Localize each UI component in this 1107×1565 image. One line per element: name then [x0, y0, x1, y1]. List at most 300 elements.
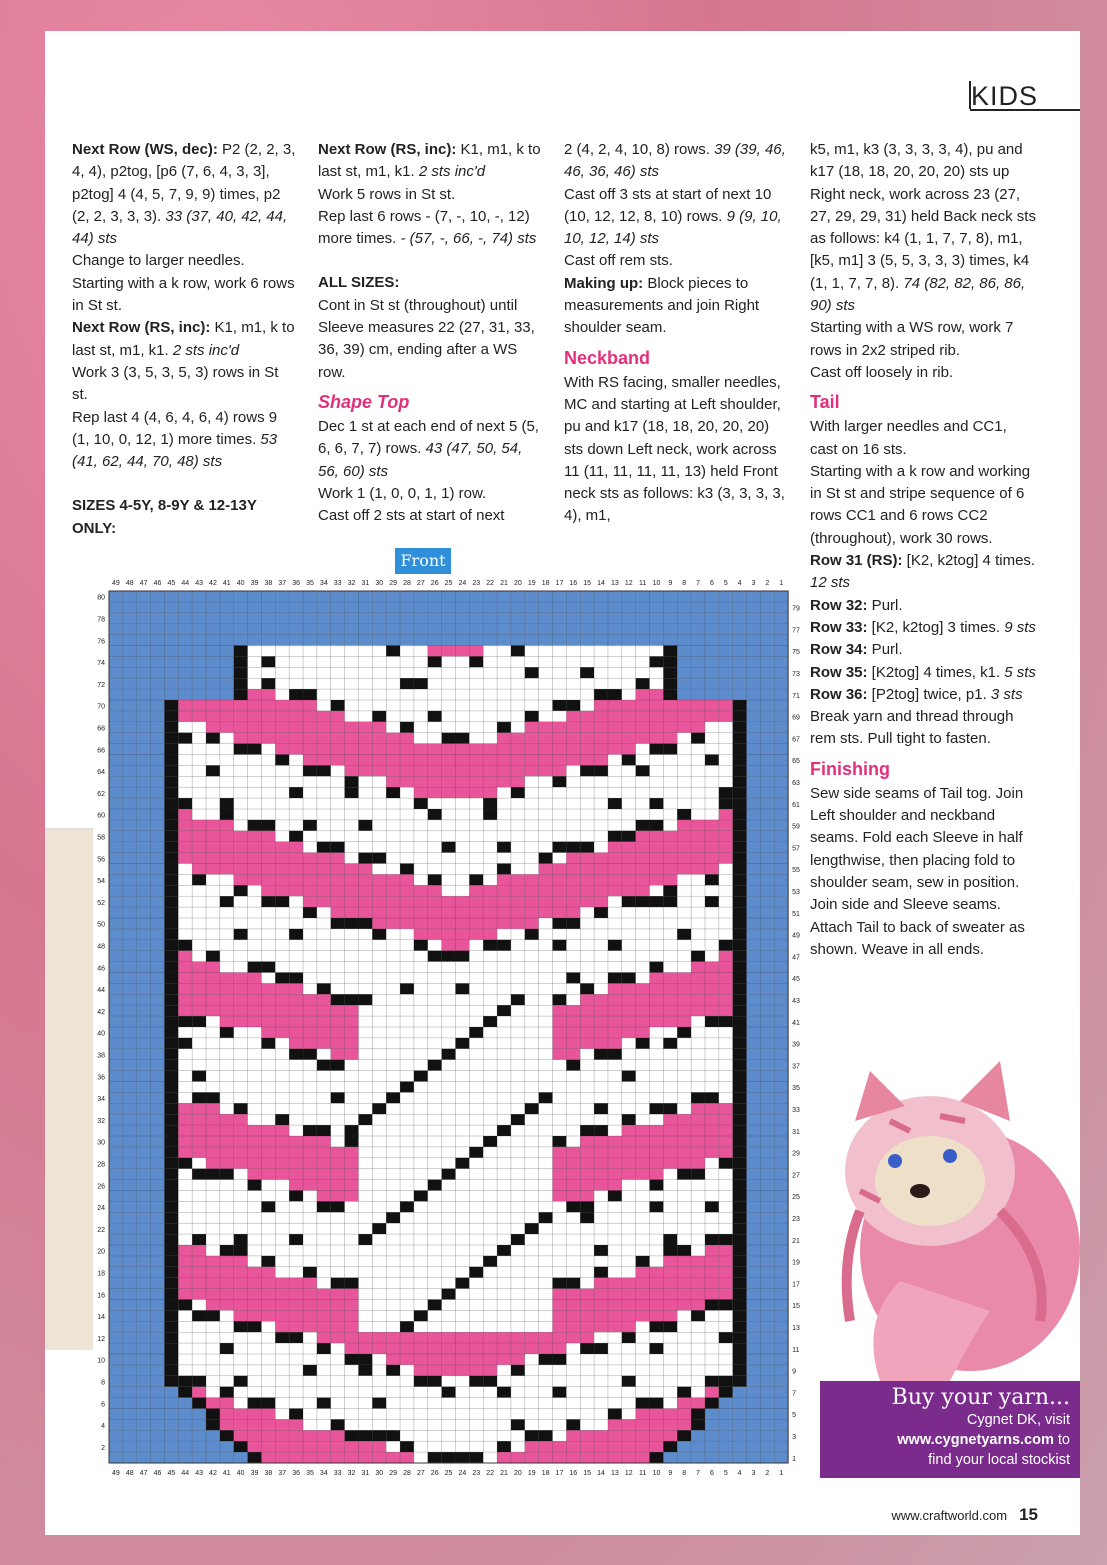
chart-cell	[206, 842, 220, 853]
chart-cell	[497, 787, 511, 798]
chart-cell	[622, 864, 636, 875]
chart-cell	[677, 1256, 691, 1267]
chart-cell	[719, 602, 733, 613]
chart-cell	[220, 1180, 234, 1191]
chart-cell	[733, 1005, 747, 1016]
chart-cell	[331, 1354, 345, 1365]
chart-cell	[414, 951, 428, 962]
chart-cell	[733, 656, 747, 667]
chart-cell	[414, 1245, 428, 1256]
chart-cell	[553, 1049, 567, 1060]
chart-cell	[719, 635, 733, 646]
chart-cell	[137, 776, 151, 787]
chart-cell	[151, 1430, 165, 1441]
chart-cell	[400, 635, 414, 646]
chart-cell	[469, 1103, 483, 1114]
chart-cell	[580, 929, 594, 940]
chart-cell	[151, 635, 165, 646]
chart-cell	[275, 678, 289, 689]
chart-cell	[497, 1016, 511, 1027]
chart-cell	[109, 1343, 123, 1354]
chart-cell	[553, 1016, 567, 1027]
chart-cell	[123, 994, 137, 1005]
chart-cell	[511, 689, 525, 700]
chart-cell	[317, 1114, 331, 1125]
chart-cell	[636, 1092, 650, 1103]
chart-cell	[608, 613, 622, 624]
chart-cell	[317, 1016, 331, 1027]
chart-cell	[137, 646, 151, 657]
chart-cell	[414, 1234, 428, 1245]
chart-cell	[580, 591, 594, 602]
chart-cell	[566, 602, 580, 613]
row-label-right: 5	[792, 1412, 797, 1420]
chart-cell	[220, 951, 234, 962]
chart-cell	[358, 874, 372, 885]
chart-cell	[525, 853, 539, 864]
chart-cell	[677, 951, 691, 962]
chart-cell	[372, 1125, 386, 1136]
chart-cell	[774, 1332, 788, 1343]
chart-cell	[275, 1191, 289, 1202]
chart-cell	[303, 776, 317, 787]
chart-cell	[719, 1409, 733, 1420]
chart-cell	[636, 646, 650, 657]
chart-cell	[303, 1071, 317, 1082]
chart-cell	[719, 787, 733, 798]
chart-cell	[622, 624, 636, 635]
chart-cell	[566, 1278, 580, 1289]
chart-cell	[650, 918, 664, 929]
chart-cell	[261, 1452, 275, 1463]
chart-cell	[151, 755, 165, 766]
chart-cell	[733, 929, 747, 940]
chart-cell	[774, 1365, 788, 1376]
chart-cell	[774, 1038, 788, 1049]
chart-cell	[289, 1038, 303, 1049]
chart-cell	[289, 1016, 303, 1027]
chart-cell	[733, 809, 747, 820]
chart-cell	[497, 656, 511, 667]
chart-cell	[456, 1223, 470, 1234]
chart-cell	[691, 831, 705, 842]
chart-cell	[206, 951, 220, 962]
stitch-count: 53 (41, 62, 44, 70, 48) sts	[72, 430, 278, 471]
chart-cell	[747, 1245, 761, 1256]
chart-cell	[580, 1321, 594, 1332]
chart-cell	[345, 689, 359, 700]
chart-cell	[137, 733, 151, 744]
chart-cell	[636, 962, 650, 973]
chart-cell	[566, 907, 580, 918]
chart-cell	[248, 1092, 262, 1103]
chart-cell	[511, 776, 525, 787]
chart-cell	[178, 853, 192, 864]
chart-cell	[511, 809, 525, 820]
chart-cell	[594, 820, 608, 831]
chart-cell	[220, 1278, 234, 1289]
chart-cell	[483, 951, 497, 962]
chart-cell	[691, 755, 705, 766]
chart-cell	[123, 1387, 137, 1398]
column-label-top: 12	[624, 580, 633, 587]
chart-cell	[525, 613, 539, 624]
chart-cell	[345, 1278, 359, 1289]
chart-cell	[483, 1103, 497, 1114]
chart-cell	[345, 896, 359, 907]
chart-cell	[594, 874, 608, 885]
chart-cell	[248, 864, 262, 875]
chart-cell	[760, 1430, 774, 1441]
chart-cell	[164, 1223, 178, 1234]
chart-cell	[469, 776, 483, 787]
chart-cell	[760, 951, 774, 962]
chart-cell	[691, 1136, 705, 1147]
chart-cell	[553, 1114, 567, 1125]
chart-cell	[303, 755, 317, 766]
chart-cell	[456, 1354, 470, 1365]
chart-cell	[275, 885, 289, 896]
body-text: Rep last 6 rows - (7, -, 10, -, 12) more times.	[318, 207, 530, 248]
chart-cell	[442, 1256, 456, 1267]
chart-cell	[372, 1398, 386, 1409]
chart-cell	[331, 864, 345, 875]
chart-cell	[719, 1256, 733, 1267]
chart-cell	[733, 918, 747, 929]
chart-cell	[428, 1409, 442, 1420]
chart-cell	[331, 722, 345, 733]
chart-cell	[275, 820, 289, 831]
chart-cell	[511, 700, 525, 711]
chart-cell	[345, 853, 359, 864]
column-label-bottom: 39	[250, 1470, 259, 1477]
chart-cell	[261, 1387, 275, 1398]
chart-cell	[275, 1136, 289, 1147]
chart-cell	[192, 820, 206, 831]
chart-cell	[248, 1234, 262, 1245]
chart-cell	[386, 798, 400, 809]
chart-cell	[650, 962, 664, 973]
chart-cell	[164, 602, 178, 613]
chart-cell	[303, 700, 317, 711]
chart-cell	[525, 994, 539, 1005]
chart-cell	[220, 1300, 234, 1311]
chart-cell	[442, 853, 456, 864]
chart-cell	[760, 711, 774, 722]
chart-cell	[511, 722, 525, 733]
chart-cell	[497, 798, 511, 809]
chart-cell	[511, 733, 525, 744]
chart-cell	[123, 1191, 137, 1202]
chart-cell	[566, 1354, 580, 1365]
chart-cell	[414, 1103, 428, 1114]
chart-cell	[428, 1103, 442, 1114]
chart-cell	[747, 1419, 761, 1430]
footer-site[interactable]: www.craftworld.com	[891, 1508, 1008, 1523]
chart-cell	[331, 1376, 345, 1387]
chart-cell	[109, 983, 123, 994]
chart-cell	[691, 907, 705, 918]
chart-cell	[428, 983, 442, 994]
chart-cell	[663, 962, 677, 973]
chart-cell	[248, 907, 262, 918]
chart-cell	[719, 624, 733, 635]
chart-cell	[261, 776, 275, 787]
chart-cell	[483, 973, 497, 984]
chart-cell	[497, 1082, 511, 1093]
chart-cell	[483, 1158, 497, 1169]
chart-cell	[109, 1267, 123, 1278]
chart-cell	[483, 1147, 497, 1158]
chart-cell	[774, 1191, 788, 1202]
chart-cell	[234, 1092, 248, 1103]
chart-cell	[192, 1376, 206, 1387]
chart-cell	[164, 962, 178, 973]
column-label-top: 37	[278, 580, 287, 587]
chart-cell	[151, 820, 165, 831]
chart-cell	[414, 602, 428, 613]
paragraph	[564, 139, 790, 184]
chart-cell	[691, 635, 705, 646]
chart-cell	[677, 1158, 691, 1169]
chart-cell	[636, 1180, 650, 1191]
chart-cell	[317, 1038, 331, 1049]
chart-cell	[497, 1278, 511, 1289]
chart-cell	[497, 744, 511, 755]
chart-cell	[539, 1376, 553, 1387]
chart-cell	[719, 1223, 733, 1234]
chart-cell	[580, 798, 594, 809]
paragraph	[810, 550, 1036, 595]
chart-cell	[372, 755, 386, 766]
chart-cell	[553, 962, 567, 973]
chart-cell	[774, 1158, 788, 1169]
chart-cell	[164, 613, 178, 624]
chart-cell	[580, 864, 594, 875]
chart-cell	[289, 842, 303, 853]
chart-cell	[594, 624, 608, 635]
chart-cell	[400, 613, 414, 624]
chart-cell	[289, 1125, 303, 1136]
chart-cell	[109, 1082, 123, 1093]
chart-cell	[525, 755, 539, 766]
chart-cell	[553, 678, 567, 689]
chart-cell	[663, 831, 677, 842]
chart-cell	[345, 744, 359, 755]
chart-cell	[539, 907, 553, 918]
chart-cell	[234, 722, 248, 733]
chart-cell	[650, 864, 664, 875]
row-label-right: 15	[792, 1303, 800, 1311]
chart-cell	[774, 755, 788, 766]
chart-cell	[691, 733, 705, 744]
column-label-bottom: 38	[264, 1470, 273, 1477]
chart-cell	[456, 1310, 470, 1321]
chart-cell	[705, 1365, 719, 1376]
chart-cell	[456, 1300, 470, 1311]
body-text: Break yarn and thread through rem sts. Pull tight to fasten.	[810, 708, 1014, 748]
chart-cell	[414, 1180, 428, 1191]
chart-cell	[331, 1441, 345, 1452]
chart-cell	[206, 1071, 220, 1082]
chart-cell	[469, 1267, 483, 1278]
body-text: Cast off rem sts.	[564, 252, 673, 270]
chart-cell	[456, 1136, 470, 1147]
chart-cell	[636, 1245, 650, 1256]
chart-cell	[275, 1234, 289, 1245]
chart-cell	[594, 1278, 608, 1289]
chart-cell	[760, 787, 774, 798]
chart-cell	[650, 798, 664, 809]
chart-cell	[456, 951, 470, 962]
chart-cell	[608, 1038, 622, 1049]
chart-cell	[261, 896, 275, 907]
chart-cell	[511, 755, 525, 766]
chart-cell	[303, 689, 317, 700]
chart-cell	[594, 1027, 608, 1038]
chart-cell	[151, 765, 165, 776]
chart-cell	[164, 1300, 178, 1311]
chart-cell	[483, 722, 497, 733]
chart-cell	[539, 1310, 553, 1321]
chart-cell	[192, 1092, 206, 1103]
chart-cell	[178, 1016, 192, 1027]
chart-cell	[760, 929, 774, 940]
text-column-3	[564, 139, 790, 528]
chart-cell	[178, 744, 192, 755]
row-label-right: 41	[792, 1019, 800, 1027]
chart-cell	[151, 940, 165, 951]
chart-cell	[705, 1016, 719, 1027]
chart-cell	[386, 1060, 400, 1071]
chart-cell	[747, 951, 761, 962]
chart-cell	[691, 1289, 705, 1300]
chart-cell	[372, 1114, 386, 1125]
chart-cell	[372, 1180, 386, 1191]
chart-cell	[261, 853, 275, 864]
chart-cell	[677, 809, 691, 820]
chart-cell	[733, 733, 747, 744]
chart-cell	[109, 755, 123, 766]
paragraph	[72, 495, 298, 540]
chart-cell	[469, 646, 483, 657]
chart-cell	[497, 689, 511, 700]
chart-cell	[261, 787, 275, 798]
chart-cell	[261, 1441, 275, 1452]
chart-cell	[428, 1441, 442, 1452]
chart-cell	[358, 929, 372, 940]
chart-cell	[317, 1441, 331, 1452]
body-text: With larger needles and CC1, cast on 16 sts.	[810, 418, 1007, 458]
chart-cell	[553, 1169, 567, 1180]
chart-cell	[248, 787, 262, 798]
chart-cell	[442, 646, 456, 657]
chart-cell	[345, 1103, 359, 1114]
chart-cell	[580, 1343, 594, 1354]
chart-cell	[234, 820, 248, 831]
chart-cell	[622, 1136, 636, 1147]
chart-cell	[733, 755, 747, 766]
chart-cell	[151, 744, 165, 755]
chart-cell	[248, 755, 262, 766]
chart-cell	[539, 831, 553, 842]
chart-cell	[483, 787, 497, 798]
chart-cell	[650, 1005, 664, 1016]
chart-cell	[345, 1419, 359, 1430]
chart-cell	[580, 1027, 594, 1038]
chart-cell	[774, 700, 788, 711]
chart-cell	[483, 1212, 497, 1223]
chart-cell	[497, 1441, 511, 1452]
chart-cell	[317, 853, 331, 864]
chart-cell	[317, 667, 331, 678]
chart-cell	[123, 853, 137, 864]
buy-url-link[interactable]: www.cygnetyarns.com	[897, 1432, 1054, 1448]
chart-cell	[164, 896, 178, 907]
chart-cell	[442, 1125, 456, 1136]
chart-cell	[774, 1310, 788, 1321]
chart-cell	[151, 1419, 165, 1430]
chart-cell	[428, 1201, 442, 1212]
chart-cell	[345, 842, 359, 853]
chart-cell	[677, 1365, 691, 1376]
chart-cell	[705, 1419, 719, 1430]
chart-cell	[553, 940, 567, 951]
chart-cell	[608, 1234, 622, 1245]
chart-cell	[442, 787, 456, 798]
chart-cell	[525, 1191, 539, 1202]
stitch-count: 9 (9, 10, 10, 12, 14) sts	[564, 207, 782, 248]
chart-cell	[760, 1300, 774, 1311]
chart-cell	[469, 635, 483, 646]
bold-label: ALL SIZES:	[318, 274, 400, 292]
chart-cell	[442, 1332, 456, 1343]
chart-cell	[733, 1147, 747, 1158]
chart-cell	[164, 918, 178, 929]
chart-cell	[622, 1212, 636, 1223]
chart-cell	[580, 1441, 594, 1452]
chart-cell	[345, 940, 359, 951]
chart-cell	[109, 787, 123, 798]
chart-cell	[747, 1223, 761, 1234]
chart-cell	[358, 776, 372, 787]
chart-cell	[137, 853, 151, 864]
chart-cell	[331, 1234, 345, 1245]
chart-cell	[178, 1332, 192, 1343]
body-text: Work 5 rows in St st.	[318, 185, 456, 203]
chart-cell	[303, 1256, 317, 1267]
chart-cell	[220, 1092, 234, 1103]
chart-cell	[331, 896, 345, 907]
chart-cell	[608, 1278, 622, 1289]
chart-cell	[760, 907, 774, 918]
chart-cell	[774, 722, 788, 733]
chart-cell	[372, 1332, 386, 1343]
chart-cell	[483, 918, 497, 929]
chart-cell	[206, 635, 220, 646]
chart-cell	[331, 1419, 345, 1430]
chart-cell	[497, 994, 511, 1005]
chart-cell	[497, 853, 511, 864]
chart-cell	[594, 1016, 608, 1027]
chart-cell	[317, 940, 331, 951]
chart-cell	[386, 722, 400, 733]
chart-cell	[151, 1365, 165, 1376]
chart-cell	[650, 1180, 664, 1191]
chart-cell	[386, 1114, 400, 1125]
chart-cell	[774, 853, 788, 864]
chart-cell	[566, 1245, 580, 1256]
